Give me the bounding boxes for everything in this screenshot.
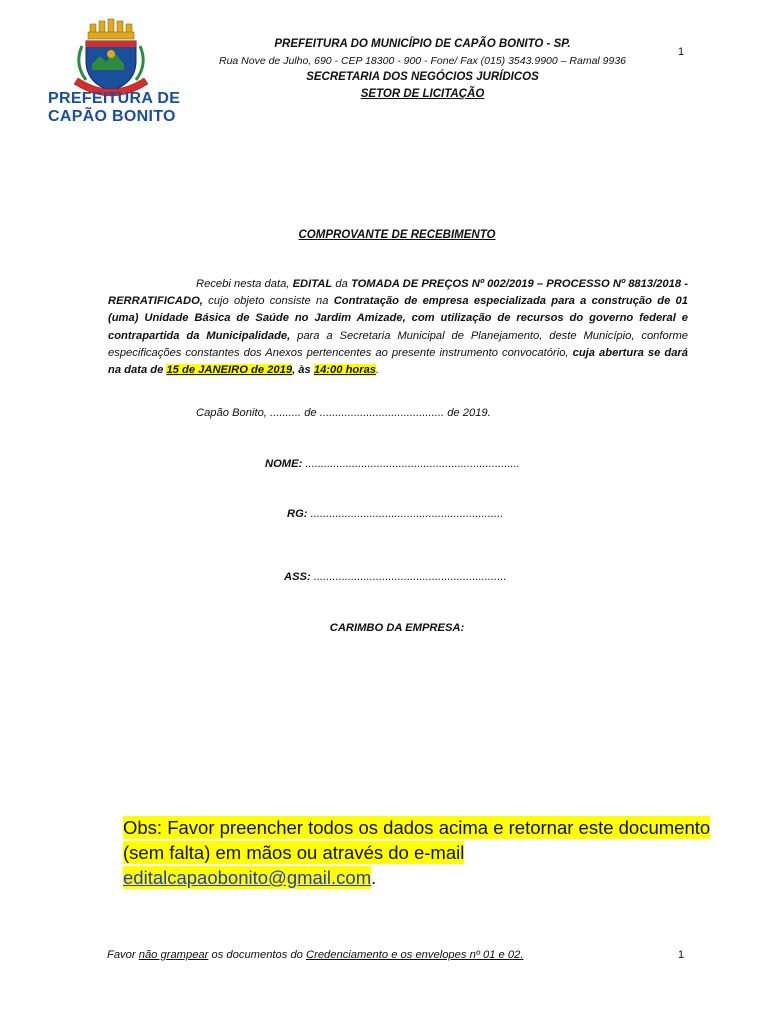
nome-label: NOME: bbox=[265, 458, 303, 470]
ass-label: ASS: bbox=[284, 571, 311, 583]
ass-line: .............................................................. bbox=[310, 571, 507, 583]
footer-credenciamento: Credenciamento e os envelopes nº 01 e 02. bbox=[306, 949, 524, 961]
rg-label: RG: bbox=[287, 508, 308, 520]
obs-email-link[interactable]: editalcapaobonito@gmail.com bbox=[123, 867, 372, 888]
receipt-paragraph bbox=[108, 276, 688, 379]
rg-field bbox=[287, 508, 503, 520]
nome-field bbox=[265, 458, 520, 470]
para-tomada-precos: TOMADA DE PREÇOS Nº 002/2019 – PROCESSO Nº 8813/2018 - RERRATIFICADO, bbox=[108, 278, 688, 308]
prefeitura-logo bbox=[48, 16, 192, 131]
footer-text-3: os documentos do bbox=[208, 949, 307, 961]
nome-line: ..................................................................... bbox=[302, 458, 520, 470]
header-secretaria: SECRETARIA DOS NEGÓCIOS JURÍDICOS bbox=[306, 71, 539, 83]
para-text-12: . bbox=[376, 364, 380, 377]
page-number-bottom: 1 bbox=[678, 949, 685, 961]
logo-text-line2: CAPÃO BONITO bbox=[48, 108, 176, 125]
place-date-line: Capão Bonito, .......... de ........................................ de 2019. bbox=[196, 407, 491, 419]
para-edital: EDITAL bbox=[292, 278, 333, 290]
para-text-3: da bbox=[332, 278, 351, 290]
obs-end: . bbox=[371, 867, 377, 888]
para-text-1: Recebi nesta data, bbox=[196, 278, 293, 290]
para-text-5: cujo objeto consiste na bbox=[202, 295, 334, 308]
para-abertura: cuja abertura se dará na data de bbox=[108, 346, 688, 377]
obs-text: Obs: Favor preencher todos os dados acima e retornar este documento (sem falta) em mãos ou através do e-mail bbox=[123, 817, 711, 863]
document-title: COMPROVANTE DE RECEBIMENTO bbox=[298, 229, 496, 241]
header-municipality: PREFEITURA DO MUNICÍPIO DE CAPÃO BONITO - SP. bbox=[274, 38, 571, 50]
footer-text-1: Favor bbox=[107, 949, 139, 961]
header-setor: SETOR DE LICITAÇÃO bbox=[360, 88, 485, 100]
para-time-highlight: 14:00 horas bbox=[313, 364, 377, 377]
header-address: Rua Nove de Julho, 690 - CEP 18300 - 900 - Fone/ Fax (015) 3543.9900 – Ramal 9936 bbox=[218, 55, 627, 67]
para-objeto: Contratação de empresa especializada para a construção de 01 (uma) Unidade Básica de Saúde no Jardim Amizade, com utilização de recursos do governo federal e contrapartida da Municipalidade, bbox=[108, 295, 689, 342]
para-text-10: , às bbox=[292, 364, 314, 377]
ass-field bbox=[284, 571, 507, 583]
para-date-highlight: 15 de JANEIRO de 2019 bbox=[166, 364, 293, 377]
obs-note bbox=[123, 815, 713, 890]
page-number-top: 1 bbox=[678, 46, 685, 58]
rg-line: .............................................................. bbox=[307, 508, 504, 520]
carimbo-label: CARIMBO DA EMPRESA: bbox=[329, 622, 465, 634]
logo-text-line1: PREFEITURA DE bbox=[48, 90, 181, 107]
footer-nao-grampear: não grampear bbox=[138, 949, 209, 961]
para-text-7: para a Secretaria Municipal de Planejamento, deste Município, conforme especificações constantes dos Anexos pertencentes ao presente instrumento convocatório, bbox=[108, 329, 688, 359]
footer-note bbox=[107, 949, 523, 961]
